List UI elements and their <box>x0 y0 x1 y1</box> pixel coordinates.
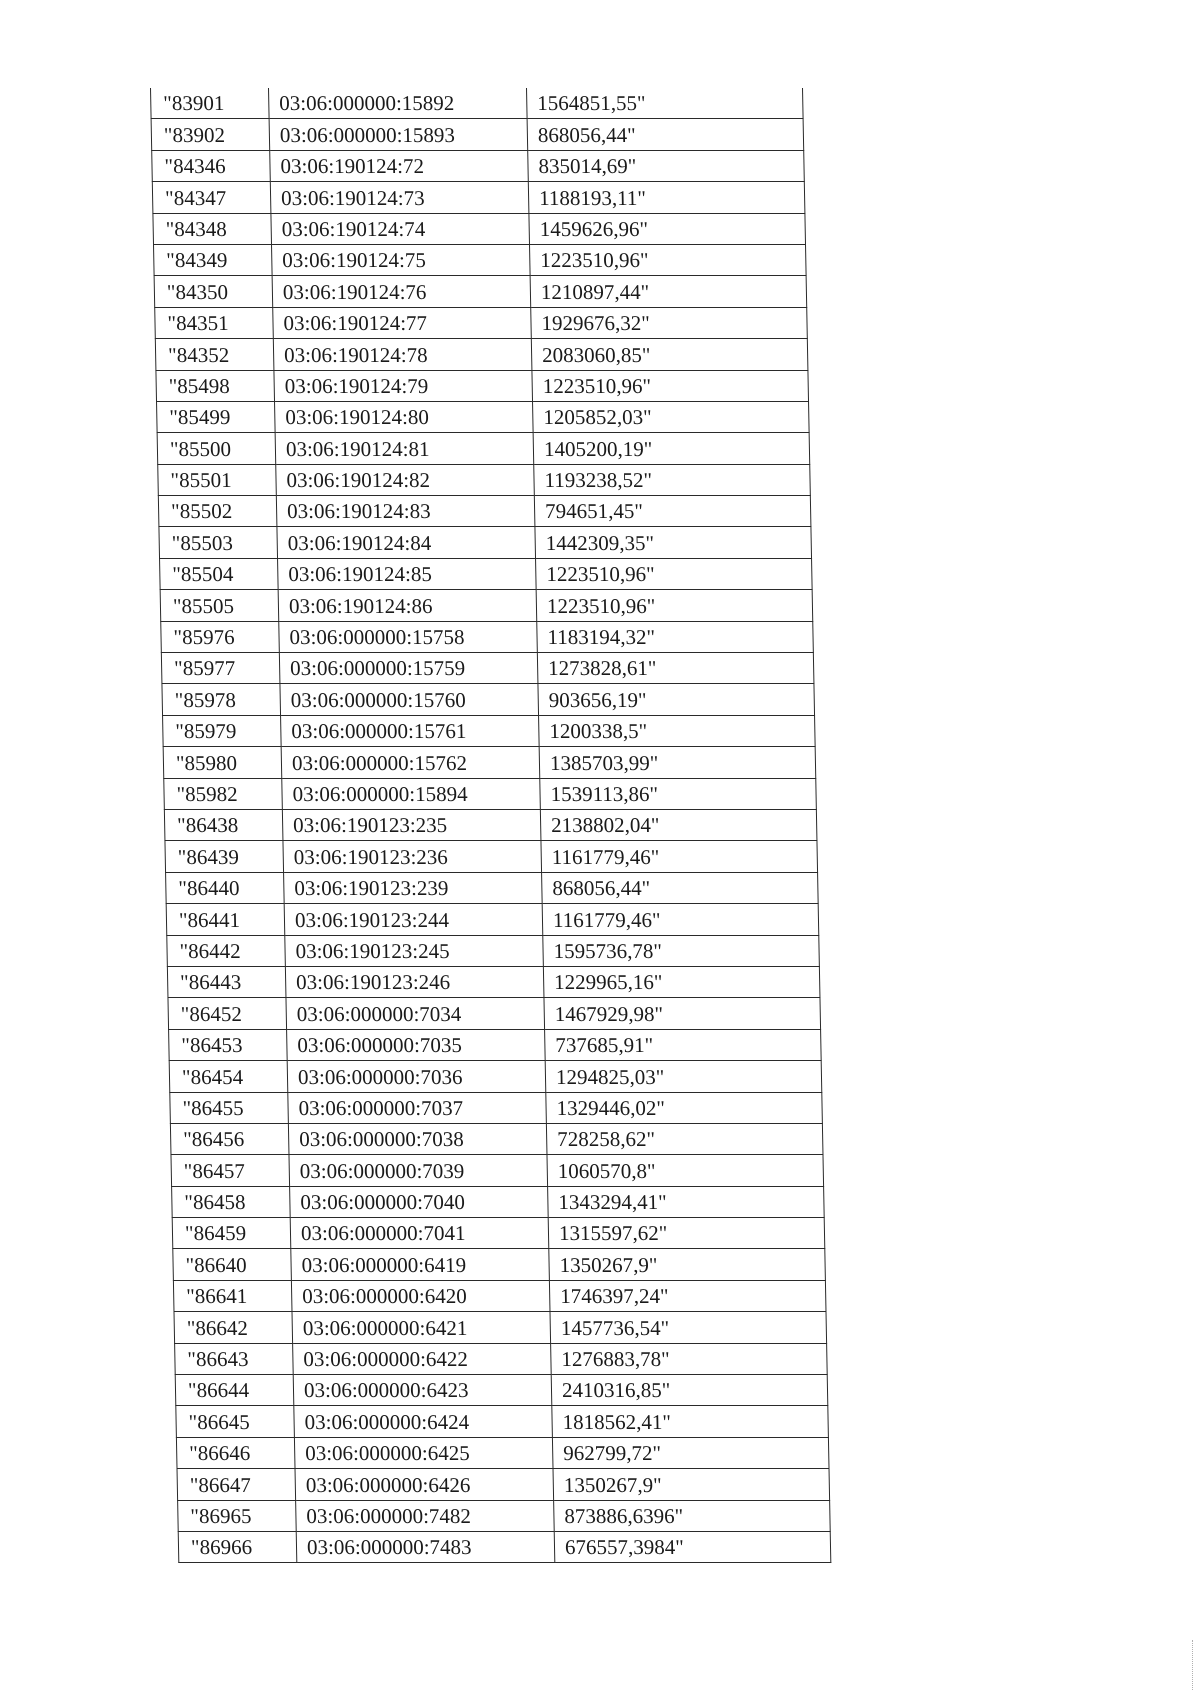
cadastral-number-cell: 03:06:000000:7039 <box>289 1155 548 1186</box>
cadastral-number-cell: 03:06:000000:7035 <box>287 1029 546 1060</box>
cadastral-value-cell: 1350267,9" <box>549 1249 826 1280</box>
table-row <box>172 1218 825 1249</box>
row-number-cell: "86440 <box>166 872 285 903</box>
row-number-cell: "86443 <box>167 966 286 997</box>
cadastral-number-cell: 03:06:000000:7038 <box>288 1123 547 1154</box>
cadastral-number-cell: 03:06:000000:7041 <box>290 1218 549 1249</box>
table-row <box>176 1437 829 1468</box>
cadastral-value-table <box>150 88 831 1563</box>
cadastral-value-cell: 1223510,96" <box>536 558 813 589</box>
cadastral-value-cell: 903656,19" <box>538 684 815 715</box>
cadastral-value-cell: 1467929,98" <box>544 998 821 1029</box>
cadastral-value-cell: 1385703,99" <box>539 747 816 778</box>
table-row <box>166 872 819 903</box>
cadastral-value-cell: 1223510,96" <box>532 370 809 401</box>
cadastral-value-cell: 1161779,46" <box>542 904 819 935</box>
cadastral-value-cell: 1200338,5" <box>539 715 816 746</box>
cadastral-number-cell: 03:06:190124:85 <box>278 558 537 589</box>
row-number-cell: "85498 <box>156 370 275 401</box>
cadastral-number-cell: 03:06:190124:72 <box>270 150 529 181</box>
cadastral-number-cell: 03:06:000000:7037 <box>288 1092 547 1123</box>
table-row <box>160 590 813 621</box>
table-row <box>173 1280 826 1311</box>
table-row <box>173 1249 826 1280</box>
row-number-cell: "86645 <box>176 1406 295 1437</box>
row-number-cell: "86965 <box>178 1500 297 1531</box>
row-number-cell: "86646 <box>176 1437 295 1468</box>
cadastral-value-cell: 2083060,85" <box>531 339 808 370</box>
cadastral-value-cell: 1818562,41" <box>552 1406 829 1437</box>
scan-edge-mark <box>1192 1640 1194 1690</box>
cadastral-number-cell: 03:06:000000:6425 <box>294 1437 553 1468</box>
cadastral-value-cell: 1746397,24" <box>549 1280 826 1311</box>
row-number-cell: "86640 <box>173 1249 292 1280</box>
cadastral-number-cell: 03:06:000000:6423 <box>293 1375 552 1406</box>
table-row <box>163 715 816 746</box>
cadastral-number-cell: 03:06:190124:76 <box>272 276 531 307</box>
cadastral-number-cell: 03:06:000000:6424 <box>294 1406 553 1437</box>
table-row <box>176 1406 829 1437</box>
row-number-cell: "85976 <box>161 621 280 652</box>
cadastral-number-cell: 03:06:190123:236 <box>283 841 542 872</box>
cadastral-value-cell: 868056,44" <box>542 872 819 903</box>
table-row <box>159 527 812 558</box>
cadastral-number-cell: 03:06:190124:79 <box>274 370 533 401</box>
cadastral-number-cell: 03:06:000000:6422 <box>293 1343 552 1374</box>
table-row <box>165 841 818 872</box>
table-row <box>162 684 815 715</box>
table-row <box>158 496 811 527</box>
cadastral-value-cell: 676557,3984" <box>554 1531 831 1562</box>
row-number-cell: "84352 <box>155 339 274 370</box>
table-row <box>169 1029 822 1060</box>
table-row <box>161 621 814 652</box>
cadastral-number-cell: 03:06:000000:15758 <box>279 621 538 652</box>
cadastral-value-cell: 1329446,02" <box>546 1092 823 1123</box>
row-number-cell: "85499 <box>157 401 276 432</box>
cadastral-value-cell: 868056,44" <box>527 119 804 150</box>
cadastral-value-cell: 1210897,44" <box>530 276 807 307</box>
cadastral-value-cell: 1223510,96" <box>530 244 807 275</box>
table-row <box>158 464 811 495</box>
cadastral-number-cell: 03:06:000000:7034 <box>286 998 545 1029</box>
cadastral-number-cell: 03:06:000000:6421 <box>292 1312 551 1343</box>
table-body <box>151 88 831 1563</box>
cadastral-value-cell: 1929676,32" <box>531 307 808 338</box>
row-number-cell: "85982 <box>164 778 283 809</box>
table-row <box>177 1469 830 1500</box>
cadastral-value-cell: 1405200,19" <box>533 433 810 464</box>
cadastral-value-cell: 1564851,55" <box>527 88 804 119</box>
cadastral-number-cell: 03:06:000000:15762 <box>281 747 540 778</box>
cadastral-number-cell: 03:06:000000:7482 <box>296 1500 555 1531</box>
cadastral-value-cell: 1193238,52" <box>534 464 811 495</box>
cadastral-value-cell: 2410316,85" <box>551 1375 828 1406</box>
table-row <box>163 747 816 778</box>
cadastral-number-cell: 03:06:190123:245 <box>285 935 544 966</box>
table-row <box>155 307 808 338</box>
row-number-cell: "83902 <box>151 119 270 150</box>
cadastral-number-cell: 03:06:000000:15761 <box>281 715 540 746</box>
row-number-cell: "84349 <box>154 244 273 275</box>
row-number-cell: "85978 <box>162 684 281 715</box>
table-row <box>167 966 820 997</box>
cadastral-number-cell: 03:06:190124:75 <box>272 244 531 275</box>
table-row <box>153 213 806 244</box>
cadastral-value-cell: 1276883,78" <box>551 1343 828 1374</box>
cadastral-value-cell: 1350267,9" <box>553 1469 830 1500</box>
table-row <box>170 1123 823 1154</box>
table-row <box>152 150 805 181</box>
table-row <box>171 1155 824 1186</box>
cadastral-value-cell: 1229965,16" <box>543 966 820 997</box>
row-number-cell: "86641 <box>173 1280 292 1311</box>
table-row <box>152 182 805 213</box>
cadastral-value-cell: 962799,72" <box>552 1437 829 1468</box>
cadastral-number-cell: 03:06:190124:86 <box>278 590 537 621</box>
table-row <box>151 119 804 150</box>
cadastral-number-cell: 03:06:190124:83 <box>276 496 535 527</box>
cadastral-value-cell: 1595736,78" <box>543 935 820 966</box>
row-number-cell: "86438 <box>164 809 283 840</box>
cadastral-number-cell: 03:06:000000:7483 <box>296 1531 555 1562</box>
row-number-cell: "86642 <box>174 1312 293 1343</box>
row-number-cell: "86647 <box>177 1469 296 1500</box>
row-number-cell: "85504 <box>160 558 279 589</box>
cadastral-number-cell: 03:06:190123:246 <box>285 966 544 997</box>
row-number-cell: "84350 <box>154 276 273 307</box>
cadastral-value-cell: 1273828,61" <box>537 653 814 684</box>
cadastral-value-cell: 1294825,03" <box>545 1061 822 1092</box>
row-number-cell: "86441 <box>166 904 285 935</box>
cadastral-number-cell: 03:06:000000:15760 <box>280 684 539 715</box>
table-row <box>154 244 807 275</box>
row-number-cell: "85502 <box>158 496 277 527</box>
row-number-cell: "86453 <box>169 1029 288 1060</box>
cadastral-number-cell: 03:06:190123:235 <box>282 809 541 840</box>
cadastral-number-cell: 03:06:000000:7036 <box>287 1061 546 1092</box>
row-number-cell: "85501 <box>158 464 277 495</box>
cadastral-value-cell: 873886,6396" <box>554 1500 831 1531</box>
cadastral-number-cell: 03:06:190124:82 <box>276 464 535 495</box>
row-number-cell: "85505 <box>160 590 279 621</box>
cadastral-number-cell: 03:06:190124:77 <box>273 307 532 338</box>
row-number-cell: "84348 <box>153 213 272 244</box>
cadastral-number-cell: 03:06:000000:6419 <box>291 1249 550 1280</box>
row-number-cell: "85977 <box>161 653 280 684</box>
table-row <box>164 778 817 809</box>
cadastral-value-cell: 835014,69" <box>528 150 805 181</box>
row-number-cell: "86442 <box>167 935 286 966</box>
table-row <box>175 1375 828 1406</box>
cadastral-value-cell: 1457736,54" <box>550 1312 827 1343</box>
cadastral-value-cell: 1343294,41" <box>548 1186 825 1217</box>
cadastral-value-cell: 1315597,62" <box>548 1218 825 1249</box>
table-row <box>178 1531 831 1562</box>
row-number-cell: "86455 <box>170 1092 289 1123</box>
table-row <box>160 558 813 589</box>
table-row <box>175 1343 828 1374</box>
row-number-cell: "86456 <box>170 1123 289 1154</box>
cadastral-number-cell: 03:06:000000:15893 <box>269 119 528 150</box>
table-row <box>168 998 821 1029</box>
cadastral-number-cell: 03:06:190124:84 <box>277 527 536 558</box>
cadastral-value-cell: 728258,62" <box>546 1123 823 1154</box>
table-row <box>170 1092 823 1123</box>
cadastral-value-cell: 1539113,86" <box>540 778 817 809</box>
row-number-cell: "85979 <box>163 715 282 746</box>
table-row <box>156 370 809 401</box>
cadastral-number-cell: 03:06:190124:81 <box>275 433 534 464</box>
table-row <box>169 1061 822 1092</box>
table-row <box>155 339 808 370</box>
row-number-cell: "86644 <box>175 1375 294 1406</box>
table-row <box>166 904 819 935</box>
cadastral-number-cell: 03:06:000000:6420 <box>291 1280 550 1311</box>
table-row <box>154 276 807 307</box>
table-row <box>167 935 820 966</box>
cadastral-number-cell: 03:06:000000:6426 <box>295 1469 554 1500</box>
row-number-cell: "86459 <box>172 1218 291 1249</box>
cadastral-number-cell: 03:06:190124:80 <box>275 401 534 432</box>
cadastral-number-cell: 03:06:190124:73 <box>270 182 529 213</box>
cadastral-value-cell: 1459626,96" <box>529 213 806 244</box>
cadastral-value-cell: 737685,91" <box>545 1029 822 1060</box>
row-number-cell: "84346 <box>152 150 271 181</box>
cadastral-value-cell: 1223510,96" <box>536 590 813 621</box>
cadastral-value-cell: 1183194,32" <box>537 621 814 652</box>
row-number-cell: "86452 <box>168 998 287 1029</box>
cadastral-number-cell: 03:06:000000:15894 <box>282 778 541 809</box>
cadastral-value-cell: 1205852,03" <box>533 401 810 432</box>
cadastral-number-cell: 03:06:190123:244 <box>284 904 543 935</box>
cadastral-value-cell: 2138802,04" <box>540 809 817 840</box>
row-number-cell: "86643 <box>175 1343 294 1374</box>
table-row <box>157 401 810 432</box>
row-number-cell: "84347 <box>152 182 271 213</box>
cadastral-value-cell: 1188193,11" <box>528 182 805 213</box>
row-number-cell: "86457 <box>171 1155 290 1186</box>
row-number-cell: "84351 <box>155 307 274 338</box>
row-number-cell: "86458 <box>172 1186 291 1217</box>
cadastral-value-cell: 1442309,35" <box>535 527 812 558</box>
cadastral-value-cell: 1161779,46" <box>541 841 818 872</box>
row-number-cell: "85980 <box>163 747 282 778</box>
table-row <box>151 88 804 119</box>
row-number-cell: "83901 <box>151 88 270 119</box>
table-row <box>178 1500 831 1531</box>
row-number-cell: "85503 <box>159 527 278 558</box>
row-number-cell: "85500 <box>157 433 276 464</box>
cadastral-number-cell: 03:06:190123:239 <box>284 872 543 903</box>
cadastral-number-cell: 03:06:000000:15892 <box>269 88 528 119</box>
cadastral-number-cell: 03:06:190124:74 <box>271 213 530 244</box>
row-number-cell: "86439 <box>165 841 284 872</box>
cadastral-value-cell: 794651,45" <box>534 496 811 527</box>
cadastral-number-cell: 03:06:000000:7040 <box>290 1186 549 1217</box>
row-number-cell: "86966 <box>178 1531 297 1562</box>
table-row <box>172 1186 825 1217</box>
row-number-cell: "86454 <box>169 1061 288 1092</box>
table-row <box>157 433 810 464</box>
cadastral-number-cell: 03:06:190124:78 <box>273 339 532 370</box>
cadastral-number-cell: 03:06:000000:15759 <box>279 653 538 684</box>
table-row <box>161 653 814 684</box>
cadastral-value-cell: 1060570,8" <box>547 1155 824 1186</box>
table-row <box>164 809 817 840</box>
table-row <box>174 1312 827 1343</box>
